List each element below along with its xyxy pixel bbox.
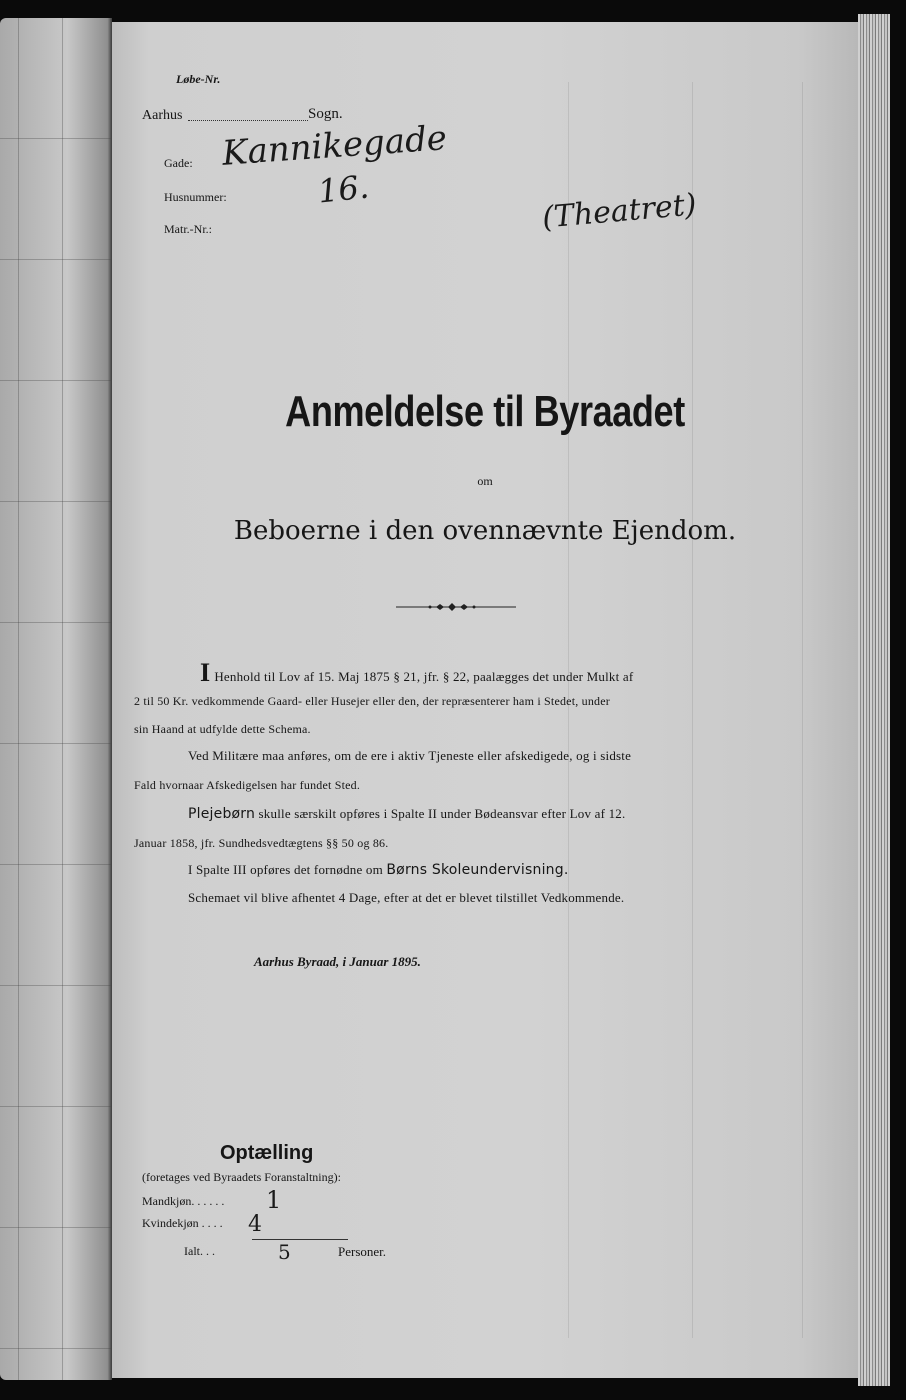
- matr-nr-label: Matr.-Nr.:: [164, 222, 212, 236]
- paragraph-4-line: [188, 862, 568, 878]
- sogn-dotted-line: [188, 120, 308, 121]
- paragraph-2-line-2: Fald hvornaar Afskedigelsen har fundet Sted.: [134, 778, 361, 792]
- ialt-label: Ialt. . .: [184, 1244, 215, 1258]
- personer-label: Personer.: [338, 1244, 387, 1259]
- husnummer-label: Husnummer:: [164, 190, 227, 204]
- paragraph-1-line-1: [200, 658, 633, 688]
- divider-ornament: [396, 600, 516, 614]
- paragraph-4-text: I Spalte III opføres det fornødne om: [188, 862, 383, 877]
- form-page: [112, 22, 858, 1378]
- facing-page-column-line: [62, 18, 63, 1380]
- ialt-handwritten: 5: [278, 1240, 291, 1264]
- facing-page-left: [0, 18, 112, 1380]
- kvindekjon-label: Kvindekjøn . . . .: [142, 1216, 223, 1230]
- note-handwritten: (Theatret): [540, 187, 698, 236]
- paragraph-3-text: skulle særskilt opføres i Spalte II under Bødeansvar efter Lov af 12.: [258, 806, 626, 821]
- form-subtitle: Beboerne i den ovennævnte Ejendom.: [233, 516, 737, 546]
- count-subheading: (foretages ved Byraadets Foranstaltning):: [142, 1170, 341, 1184]
- emphasis-plejeborn: Plejebørn: [188, 806, 256, 822]
- form-title: Anmeldelse til Byraadet: [285, 387, 685, 436]
- show-through-line: [692, 82, 693, 1338]
- title-om: om: [477, 474, 493, 488]
- show-through-line: [568, 82, 569, 1338]
- sum-rule: [252, 1239, 348, 1240]
- facing-page-column-line: [18, 18, 19, 1380]
- paragraph-1-line-3: sin Haand at udfylde dette Schema.: [134, 722, 311, 736]
- show-through-line: [802, 82, 803, 1338]
- paragraph-5-line: Schemaet vil blive afhentet 4 Dage, efter at det er blevet tilstillet Vedkommende.: [188, 890, 625, 905]
- paragraph-1-text: Henhold til Lov af 15. Maj 1875 § 21, jfr. § 22, paalægges det under Mulkt af: [214, 669, 634, 684]
- paragraph-3-line-1: [188, 806, 625, 822]
- mandkjon-label: Mandkjøn. . . . . .: [142, 1194, 225, 1208]
- facing-page-rules: [0, 18, 112, 1380]
- loebe-nr-label: Løbe-Nr.: [176, 72, 221, 86]
- aarhus-label: Aarhus: [142, 108, 183, 123]
- count-heading: Optælling: [220, 1142, 314, 1164]
- gade-label: Gade:: [164, 156, 193, 170]
- sogn-label: Sogn.: [308, 106, 343, 122]
- emphasis-skoleundervisning: Børns Skoleundervisning.: [386, 862, 569, 878]
- signature-line: Aarhus Byraad, i Januar 1895.: [254, 954, 421, 969]
- paragraph-1-line-2: 2 til 50 Kr. vedkommende Gaard- eller Husejer eller den, der repræsenterer ham i Stedet, under: [134, 694, 610, 708]
- drop-initial: I: [200, 658, 211, 687]
- mandkjon-handwritten: 1: [266, 1186, 282, 1214]
- gade-handwritten: Kannikegade: [220, 118, 449, 174]
- kvindekjon-handwritten: 4: [248, 1212, 262, 1237]
- paragraph-2-line-1: Ved Militære maa anføres, om de ere i aktiv Tjeneste eller afskedigede, og i sidste: [188, 748, 632, 763]
- paragraph-3-line-2: Januar 1858, jfr. Sundhedsvedtægtens §§ 50 og 86.: [134, 836, 389, 850]
- husnummer-handwritten: 16.: [316, 167, 371, 211]
- book-page-edges: [858, 14, 890, 1386]
